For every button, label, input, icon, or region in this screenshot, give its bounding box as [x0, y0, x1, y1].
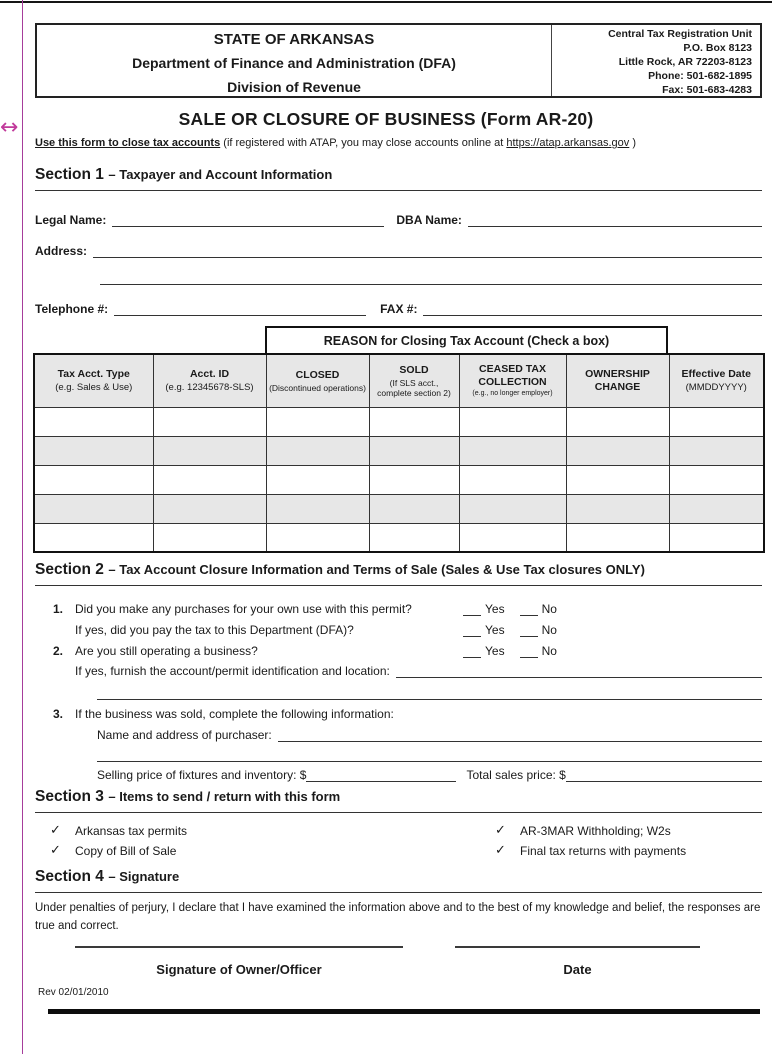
checklist-item-permits — [50, 823, 480, 838]
table-cell[interactable] — [266, 523, 369, 552]
table-cell[interactable] — [34, 436, 153, 465]
question-1 — [35, 600, 762, 616]
table-cell[interactable] — [369, 465, 459, 494]
margin-arrow-icon: ↔ — [0, 115, 19, 140]
q1-yes-blank[interactable] — [463, 604, 481, 616]
contact-phone: Phone: 501-682-1895 — [648, 69, 752, 82]
table-cell[interactable] — [459, 494, 566, 523]
tax-accounts-table — [33, 353, 765, 553]
agency-department: Department of Finance and Administration (DFA) — [132, 55, 456, 71]
table-header-row — [34, 354, 764, 407]
signature-label: Signature of Owner/Officer — [156, 962, 322, 977]
form-subtitle — [35, 137, 772, 149]
section-1-number: Section 1 — [35, 166, 104, 183]
section-1-title: – Taxpayer and Account Information — [108, 167, 333, 182]
agency-header-box — [35, 23, 762, 98]
page-top-rule — [0, 1, 772, 3]
contact-city: Little Rock, AR 72203-8123 — [618, 55, 752, 68]
telephone-field[interactable] — [114, 302, 366, 316]
q1b-no-blank[interactable] — [520, 625, 538, 637]
page-bottom-bar — [48, 1009, 760, 1014]
q1b-no-label: No — [541, 623, 557, 637]
legal-dba-row — [35, 209, 762, 227]
table-cell[interactable] — [369, 407, 459, 436]
address-field[interactable] — [93, 244, 762, 258]
table-row — [34, 465, 764, 494]
margin-guide-line — [22, 0, 23, 1054]
table-cell[interactable] — [153, 436, 266, 465]
checklist-item-label: Arkansas tax permits — [75, 824, 188, 838]
question-2-text: Are you still operating a business? — [75, 644, 258, 658]
tax-accounts-table-area — [33, 326, 763, 553]
address-row — [35, 240, 762, 258]
col-header-ownership-change: OWNERSHIP CHANGE — [566, 354, 669, 407]
agency-state: STATE OF ARKANSAS — [213, 31, 375, 48]
table-cell[interactable] — [566, 436, 669, 465]
purchaser-field[interactable] — [278, 728, 762, 742]
table-cell[interactable] — [266, 407, 369, 436]
q2b-answer-field-line2[interactable] — [97, 682, 762, 700]
q2-yes-label: Yes — [485, 644, 505, 658]
table-cell[interactable] — [566, 494, 669, 523]
table-cell[interactable] — [153, 494, 266, 523]
telephone-label: Telephone #: — [35, 301, 109, 316]
table-cell[interactable] — [566, 407, 669, 436]
total-sales-price-field[interactable] — [566, 768, 762, 782]
selling-price-label: Selling price of fixtures and inventory: $ — [97, 768, 307, 782]
dba-name-label: DBA Name: — [396, 212, 462, 227]
agency-division: Division of Revenue — [227, 79, 361, 95]
dba-name-field[interactable] — [468, 213, 762, 227]
question-3-number: 3. — [53, 707, 64, 721]
checkmark-icon: ✓ — [50, 843, 61, 858]
q2-no-label: No — [541, 644, 557, 658]
subtitle-middle-text: (if registered with ATAP, you may close accounts online at — [220, 137, 507, 149]
atap-link[interactable]: https://atap.arkansas.gov — [506, 137, 630, 149]
section-1-heading — [35, 166, 762, 191]
form-title: SALE OR CLOSURE OF BUSINESS (Form AR-20) — [178, 109, 594, 129]
checklist-item-final-returns — [495, 843, 762, 858]
table-cell[interactable] — [369, 436, 459, 465]
purchaser-label: Name and address of purchaser: — [97, 728, 272, 742]
table-cell[interactable] — [34, 494, 153, 523]
col-header-tax-acct-type: Tax Acct. Type (e.g. Sales & Use) — [34, 354, 153, 407]
checklist-row-1 — [35, 822, 762, 838]
contact-fax: Fax: 501-683-4283 — [662, 83, 752, 96]
checklist-row-2 — [35, 842, 762, 858]
section-4-title: – Signature — [108, 869, 180, 884]
q2-no-blank[interactable] — [520, 646, 538, 658]
table-cell[interactable] — [369, 523, 459, 552]
legal-name-label: Legal Name: — [35, 212, 107, 227]
revision-date: Rev 02/01/2010 — [38, 987, 109, 998]
table-cell[interactable] — [566, 465, 669, 494]
table-cell[interactable] — [669, 494, 764, 523]
section-4-number: Section 4 — [35, 868, 104, 885]
question-3 — [35, 705, 762, 721]
table-cell[interactable] — [669, 407, 764, 436]
table-cell[interactable] — [34, 465, 153, 494]
address-label: Address: — [35, 243, 88, 258]
agency-contact-block — [551, 25, 760, 96]
question-1b — [35, 621, 762, 637]
total-sales-price-label: Total sales price: $ — [466, 768, 566, 782]
checklist-item-ar3mar — [495, 823, 762, 838]
signature-field[interactable] — [75, 930, 403, 948]
question-1b-text: If yes, did you pay the tax to this Department (DFA)? — [75, 623, 354, 637]
checkmark-icon: ✓ — [495, 823, 506, 838]
table-cell[interactable] — [34, 407, 153, 436]
question-1-text: Did you make any purchases for your own use with this permit? — [75, 602, 412, 616]
question-2b-text: If yes, furnish the account/permit identification and location: — [75, 664, 390, 678]
col-header-closed: CLOSED (Discontinued operations) — [266, 354, 369, 407]
fax-field[interactable] — [423, 302, 762, 316]
table-row — [34, 494, 764, 523]
selling-price-field[interactable] — [306, 770, 456, 782]
col-header-sold: SOLD (If SLS acct., complete section 2) — [369, 354, 459, 407]
perjury-statement: Under penalties of perjury, I declare that I have examined the information above and to the best of my knowledge and belief, the responses are true and correct. — [35, 902, 761, 932]
subtitle-end-text: ) — [629, 137, 637, 149]
q1b-yes-label: Yes — [485, 623, 505, 637]
q2b-answer-field[interactable] — [396, 664, 762, 678]
section-4-heading — [35, 868, 762, 893]
q1-yes-label: Yes — [485, 602, 505, 616]
table-cell[interactable] — [459, 436, 566, 465]
section-2-heading — [35, 561, 762, 586]
section-3-title: – Items to send / return with this form — [108, 789, 341, 804]
checkmark-icon: ✓ — [50, 823, 61, 838]
question-2-number: 2. — [53, 644, 64, 658]
section-2-title: – Tax Account Closure Information and Terms of Sale (Sales & Use Tax closures ONLY) — [108, 562, 645, 577]
table-cell[interactable] — [459, 407, 566, 436]
checklist-item-label: Final tax returns with payments — [520, 844, 687, 858]
subtitle-bold-instruction: Use this form to close tax accounts — [35, 137, 221, 149]
telephone-fax-row — [35, 298, 762, 316]
table-cell[interactable] — [459, 465, 566, 494]
checklist-item-label: Copy of Bill of Sale — [75, 844, 177, 858]
table-cell[interactable] — [669, 465, 764, 494]
contact-pobox: P.O. Box 8123 — [683, 41, 752, 54]
col-header-acct-id: Acct. ID (e.g. 12345678-SLS) — [153, 354, 266, 407]
purchaser-field-line2[interactable] — [97, 744, 762, 762]
question-2 — [35, 642, 762, 658]
table-cell[interactable] — [669, 523, 764, 552]
q1b-yes-blank[interactable] — [463, 625, 481, 637]
reason-span-header: REASON for Closing Tax Account (Check a box) — [265, 326, 668, 353]
question-3b — [35, 726, 762, 742]
col-header-ceased-tax-collection: CEASED TAX COLLECTION (e.g., no longer employer) — [459, 354, 566, 407]
contact-unit: Central Tax Registration Unit — [608, 28, 752, 40]
section-3-number: Section 3 — [35, 788, 104, 805]
table-cell[interactable] — [266, 494, 369, 523]
col-header-effective-date: Effective Date (MMDDYYYY) — [669, 354, 764, 407]
table-cell[interactable] — [566, 523, 669, 552]
q1-no-blank[interactable] — [520, 604, 538, 616]
q2-yes-blank[interactable] — [463, 646, 481, 658]
date-label: Date — [563, 962, 592, 977]
agency-name-block — [37, 25, 551, 96]
table-cell[interactable] — [266, 436, 369, 465]
table-row — [34, 523, 764, 552]
question-1-number: 1. — [53, 602, 64, 616]
table-cell[interactable] — [153, 523, 266, 552]
question-3c — [35, 766, 762, 782]
table-cell[interactable] — [669, 436, 764, 465]
table-cell[interactable] — [369, 494, 459, 523]
table-cell[interactable] — [153, 465, 266, 494]
q1-no-label: No — [541, 602, 557, 616]
table-cell[interactable] — [459, 523, 566, 552]
checklist-item-bill-of-sale — [50, 843, 480, 858]
date-field[interactable] — [455, 930, 700, 948]
table-cell[interactable] — [153, 407, 266, 436]
table-cell[interactable] — [34, 523, 153, 552]
fax-label: FAX #: — [380, 301, 418, 316]
section-3-heading — [35, 788, 762, 813]
address-field-line2[interactable] — [100, 267, 762, 285]
table-cell[interactable] — [266, 465, 369, 494]
question-3-text: If the business was sold, complete the following information: — [75, 707, 394, 721]
table-row — [34, 436, 764, 465]
table-row — [34, 407, 764, 436]
checkmark-icon: ✓ — [495, 843, 506, 858]
checklist-item-label: AR-3MAR Withholding; W2s — [520, 824, 671, 838]
question-2b — [35, 662, 762, 678]
legal-name-field[interactable] — [112, 213, 384, 227]
section-2-number: Section 2 — [35, 561, 104, 578]
